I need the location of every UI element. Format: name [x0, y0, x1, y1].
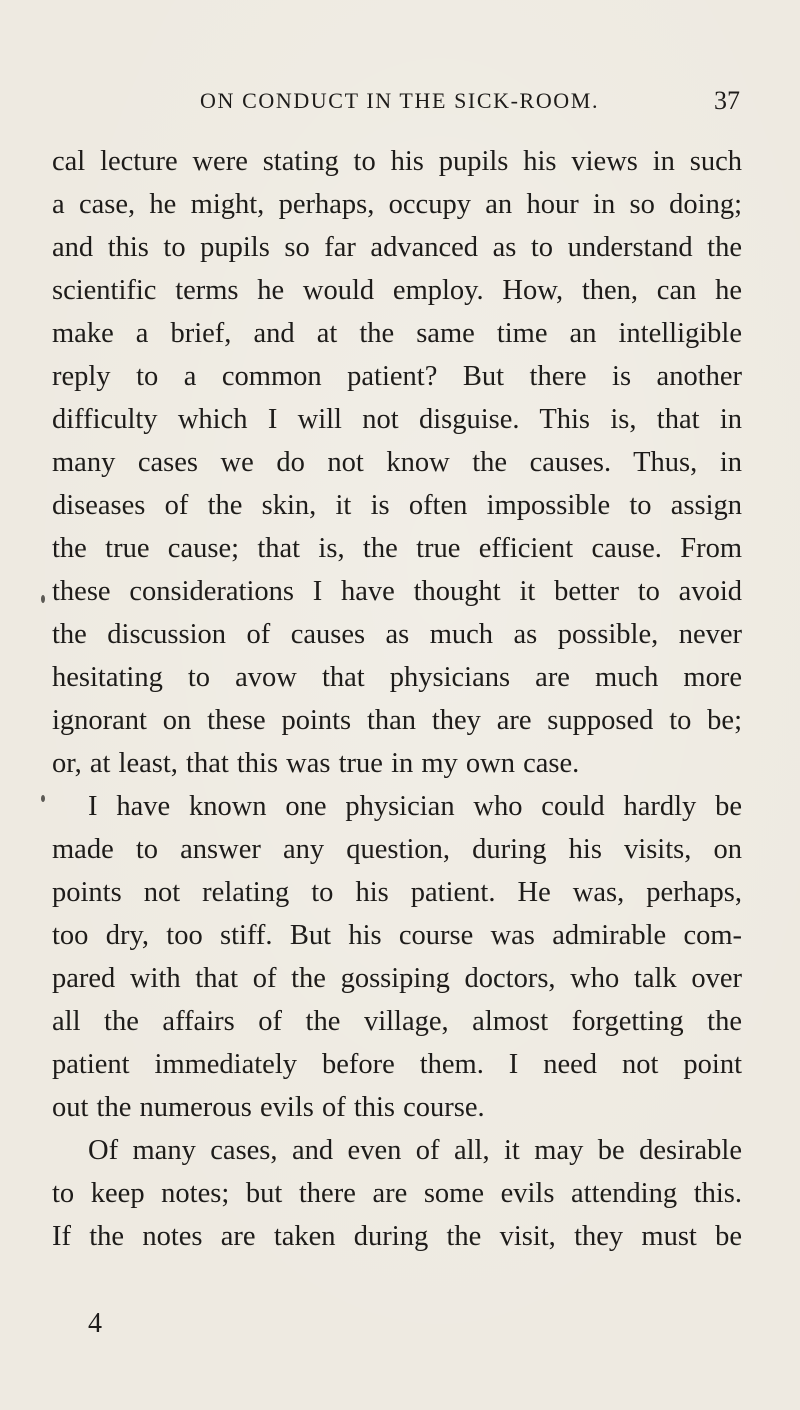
signature-mark: 4	[88, 1308, 102, 1339]
text-line: cal lecture were stating to his pupils his views in such	[52, 146, 742, 177]
text-line: made to answer any question, during his visits, on	[52, 834, 742, 865]
page-header-title: ON CONDUCT IN THE SICK-ROOM.	[200, 88, 600, 113]
text-line: difficulty which I will not disguise. This is, that in	[52, 404, 742, 435]
text-line: the discussion of causes as much as possible, never	[52, 619, 742, 650]
text-line: all the affairs of the village, almost forgetting the	[52, 1006, 742, 1037]
text-line: If the notes are taken during the visit, they must be	[52, 1221, 742, 1252]
text-line: hesitating to avow that physicians are much more	[52, 662, 742, 693]
text-line: pared with that of the gossiping doctors, who talk over	[52, 963, 742, 994]
text-line: or, at least, that this was true in my own case.	[52, 748, 580, 779]
text-line: the true cause; that is, the true efficient cause. From	[52, 533, 742, 564]
text-line: I have known one physician who could hardly be	[88, 791, 742, 822]
body-text	[52, 140, 742, 1258]
ink-speck	[41, 795, 45, 802]
text-line: many cases we do not know the causes. Thus, in	[52, 447, 742, 478]
text-line: scientific terms he would employ. How, then, can he	[52, 275, 742, 306]
running-header	[200, 88, 740, 120]
text-line: these considerations I have thought it better to avoid	[52, 576, 742, 607]
text-line: and this to pupils so far advanced as to understand the	[52, 232, 742, 263]
text-line: diseases of the skin, it is often impossible to assign	[52, 490, 742, 521]
text-line: ignorant on these points than they are supposed to be;	[52, 705, 742, 736]
text-line: make a brief, and at the same time an intelligible	[52, 318, 742, 349]
text-line: points not relating to his patient. He was, perhaps,	[52, 877, 742, 908]
text-line: to keep notes; but there are some evils attending this.	[52, 1178, 742, 1209]
text-line: a case, he might, perhaps, occupy an hour in so doing;	[52, 189, 742, 220]
text-line: patient immediately before them. I need not point	[52, 1049, 742, 1080]
text-line: out the numerous evils of this course.	[52, 1092, 485, 1123]
text-line: too dry, too stiff. But his course was admirable com-	[52, 920, 742, 951]
text-line: Of many cases, and even of all, it may be desirable	[88, 1135, 742, 1166]
ink-speck	[41, 595, 45, 603]
text-line: reply to a common patient? But there is another	[52, 361, 742, 392]
page-number: 37	[714, 86, 740, 115]
